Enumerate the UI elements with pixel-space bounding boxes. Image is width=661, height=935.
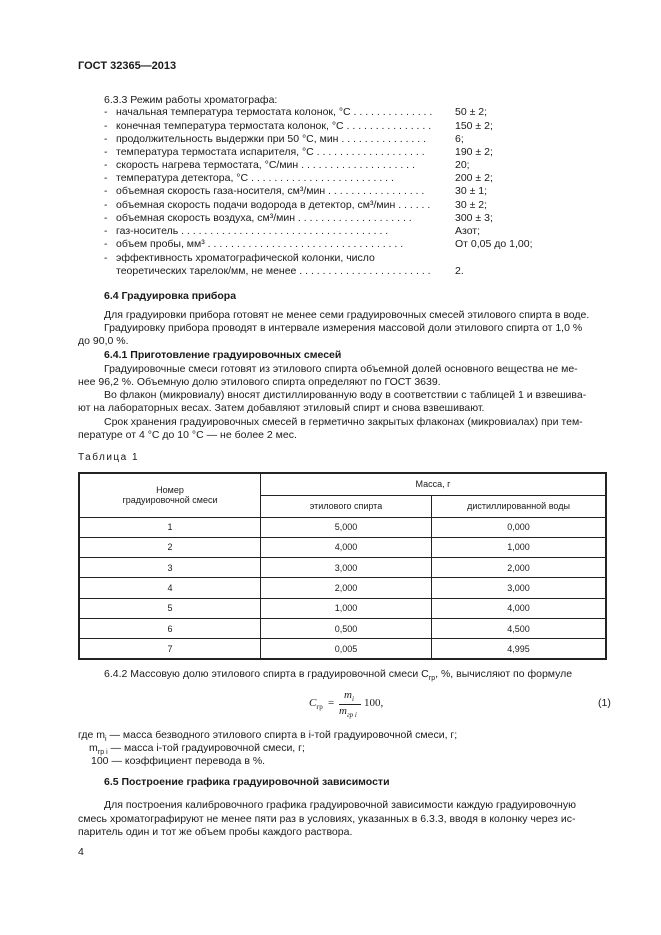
where-2-symbol: m [89, 742, 98, 754]
cell-water-mass: 4,995 [432, 639, 607, 659]
where-2-sub: гр i [97, 749, 108, 757]
section-65-p1a: Для построения калибровочного графика градуировочной зависимости каждую градуировочную [104, 799, 576, 811]
param-label: объемная скорость подачи водорода в детектор, см³/мин . . . . . . [116, 199, 431, 211]
table-body [79, 517, 606, 659]
param-bullet: - [104, 120, 108, 132]
where-line-1 [78, 729, 457, 743]
param-value: 300 ± 3; [455, 212, 493, 224]
cell-mixture-number: 3 [79, 558, 261, 578]
section-641-p1a: Градуировочные смеси готовят из этилового спирта объемной долей основного вещества не ме- [104, 363, 578, 375]
table-row [79, 537, 606, 557]
param-value: 20; [455, 159, 470, 171]
cell-water-mass: 1,000 [432, 537, 607, 557]
param-row [104, 106, 432, 118]
param-row [104, 199, 430, 211]
section-65-p1b: смесь хроматографируют не менее пяти раз в условиях, указанных в 6.3.3, вводя в колонку через ис- [78, 813, 576, 825]
section-642-text-end: , %, вычисляют по формуле [435, 668, 573, 680]
section-64-p2a: Градуировку прибора проводят в интервале измерения массовой доли этилового спирта от 1,0 % [104, 322, 583, 334]
param-bullet: - [104, 252, 108, 264]
formula-num-symbol: m [344, 689, 352, 701]
param-value: 50 ± 2; [455, 106, 488, 118]
where-1-symbol: где m [78, 729, 105, 741]
param-row [104, 146, 425, 158]
param-row [104, 172, 394, 184]
formula-numerator [344, 689, 354, 703]
param-bullet: - [104, 185, 108, 197]
section-65-p1c: паритель один и тот же объем пробы каждого раствора. [78, 826, 353, 838]
param-value: 30 ± 1; [455, 185, 488, 197]
section-642-text-main: 6.4.2 Массовую долю этилового спирта в градуировочной смеси C [104, 668, 429, 680]
section-64-p1: Для градуировки прибора готовят не менее семи градуировочных смесей этилового спирта в воде. [104, 309, 590, 321]
formula-equals: = [328, 697, 335, 709]
param-label: продолжительность выдержки при 50 °С, мин . . . . . . . . . . . . . . . [116, 133, 427, 145]
cell-water-mass: 3,000 [432, 578, 607, 598]
cell-mixture-number: 5 [79, 598, 261, 618]
section-641-p3b: пературе от 4 °С до 10 °С — не более 2 мес. [78, 429, 297, 441]
param-label: начальная температура термостата колонок, °С . . . . . . . . . . . . . . [116, 106, 433, 118]
param-row [104, 133, 426, 145]
param-value: 150 ± 2; [455, 120, 493, 132]
param-value: 6; [455, 133, 464, 145]
param-label: объемная скорость воздуха, см³/мин . . . . . . . . . . . . . . . . . . . . [116, 212, 412, 224]
section-641-p3a: Срок хранения градуировочных смесей в герметично закрытых флаконах (микровиалах) при тем- [104, 416, 583, 428]
param-value: 200 ± 2; [455, 172, 493, 184]
where-line-2 [89, 742, 305, 756]
section-65-title: 6.5 Построение графика градуировочной зависимости [104, 776, 390, 788]
calibration-mixtures-table [78, 472, 607, 660]
section-633-title: 6.3.3 Режим работы хроматографа: [104, 94, 278, 106]
param-value: 30 ± 2; [455, 199, 488, 211]
param-bullet: - [104, 225, 108, 237]
section-641-p1b: нее 96,2 %. Объемную долю этилового спирта определяют по ГОСТ 3639. [78, 376, 441, 388]
formula-den-sub: гр i [346, 711, 357, 720]
section-641-p2b: ют на лабораторных весах. Затем добавляют этиловый спирт и снова взвешивают. [78, 402, 485, 414]
section-642-text-sub: гр [428, 675, 436, 683]
table-caption: Таблица 1 [78, 452, 140, 463]
param-label: конечная температура термостата колонок, °С . . . . . . . . . . . . . . . [116, 120, 432, 132]
cell-water-mass: 4,000 [432, 598, 607, 618]
cell-water-mass: 2,000 [432, 558, 607, 578]
where-2-text: — масса i-той градуировочной смеси, г; [107, 742, 305, 754]
param-label: газ-носитель . . . . . . . . . . . . . . . . . . . . . . . . . . . . . . . . . . . . [116, 225, 389, 237]
param-row [104, 252, 375, 264]
cell-mixture-number: 6 [79, 618, 261, 638]
param-row [104, 238, 403, 250]
cell-ethanol-mass: 1,000 [261, 598, 432, 618]
section-64-p2b: до 90,0 %. [78, 335, 129, 347]
where-3-text: — коэффициент перевода в %. [108, 755, 266, 767]
where-line-3 [91, 755, 265, 767]
param-bullet: - [104, 146, 108, 158]
param-bullet: - [104, 133, 108, 145]
param-value: 2. [455, 265, 464, 277]
param-row [104, 185, 424, 197]
param-bullet: - [104, 199, 108, 211]
cell-ethanol-mass: 2,000 [261, 578, 432, 598]
table-row [79, 598, 606, 618]
formula-number: (1) [598, 697, 611, 709]
param-row [104, 225, 388, 237]
formula-num-sub: i [351, 695, 354, 704]
cell-ethanol-mass: 5,000 [261, 517, 432, 537]
table-row [79, 517, 606, 537]
section-641-title: 6.4.1 Приготовление градуировочных смесей [104, 349, 342, 361]
param-row [104, 159, 415, 171]
cell-ethanol-mass: 0,005 [261, 639, 432, 659]
cell-water-mass: 0,000 [432, 517, 607, 537]
page-number: 4 [78, 846, 84, 858]
param-bullet: - [104, 106, 108, 118]
cell-mixture-number: 1 [79, 517, 261, 537]
cell-mixture-number: 2 [79, 537, 261, 557]
formula-lhs-symbol: C [309, 697, 317, 709]
param-label: температура термостата испарителя, °С . . . . . . . . . . . . . . . . . . . [116, 146, 425, 158]
cell-mixture-number: 7 [79, 639, 261, 659]
param-row [104, 265, 431, 277]
param-label: объемная скорость газа-носителя, см³/мин . . . . . . . . . . . . . . . . . [116, 185, 425, 197]
param-bullet: - [104, 238, 108, 250]
cell-mixture-number: 4 [79, 578, 261, 598]
param-value: Азот; [455, 225, 481, 237]
param-label: теоретических тарелок/мм, не менее . . . . . . . . . . . . . . . . . . . . . . . [116, 265, 431, 277]
section-64-title: 6.4 Градуировка прибора [104, 290, 237, 302]
where-1-text: — масса безводного этилового спирта в i-той градуировочной смеси, г; [106, 729, 458, 741]
param-label: температура детектора, °С . . . . . . . . . . . . . . . . . . . . . . . . . [116, 172, 394, 184]
table-header-ethanol: этилового спирта [261, 495, 432, 517]
table-header-water: дистиллированной воды [432, 495, 607, 517]
table-row [79, 639, 606, 659]
header-number-line2: градуировочной смеси [122, 495, 218, 506]
param-bullet: - [104, 172, 108, 184]
formula-denominator [339, 705, 357, 719]
param-row [104, 120, 431, 132]
table-header-mass: Масса, г [261, 473, 607, 495]
cell-water-mass: 4,500 [432, 618, 607, 638]
cell-ethanol-mass: 0,500 [261, 618, 432, 638]
param-value: 190 ± 2; [455, 146, 493, 158]
where-1-sub: i [105, 736, 107, 744]
param-value: От 0,05 до 1,00; [455, 238, 533, 250]
formula-factor: 100, [364, 697, 384, 709]
param-bullet: - [104, 212, 108, 224]
where-3-symbol: 100 [91, 755, 109, 767]
document-header: ГОСТ 32365—2013 [78, 60, 177, 72]
cell-ethanol-mass: 4,000 [261, 537, 432, 557]
param-row [104, 212, 412, 224]
table-row [79, 558, 606, 578]
cell-ethanol-mass: 3,000 [261, 558, 432, 578]
header-number-line1: Номер [156, 485, 184, 496]
formula-lhs-sub: гр [316, 703, 323, 712]
table-row [79, 618, 606, 638]
param-label: объем пробы, мм³ . . . . . . . . . . . . . . . . . . . . . . . . . . . . . . . . . . [116, 238, 404, 250]
table-header-number [79, 473, 261, 517]
param-label: скорость нагрева термостата, °С/мин . . . . . . . . . . . . . . . . . . . . [116, 159, 415, 171]
param-label: эффективность хроматографической колонки, число [116, 252, 375, 264]
section-642-text [104, 668, 572, 682]
table-row [79, 578, 606, 598]
param-bullet: - [104, 159, 108, 171]
formula-den-symbol: m [339, 705, 347, 717]
section-641-p2a: Во флакон (микровиалу) вносят дистиллированную воду в соответствии с таблицей 1 и взвешива- [104, 389, 587, 401]
formula-lhs [309, 697, 323, 711]
